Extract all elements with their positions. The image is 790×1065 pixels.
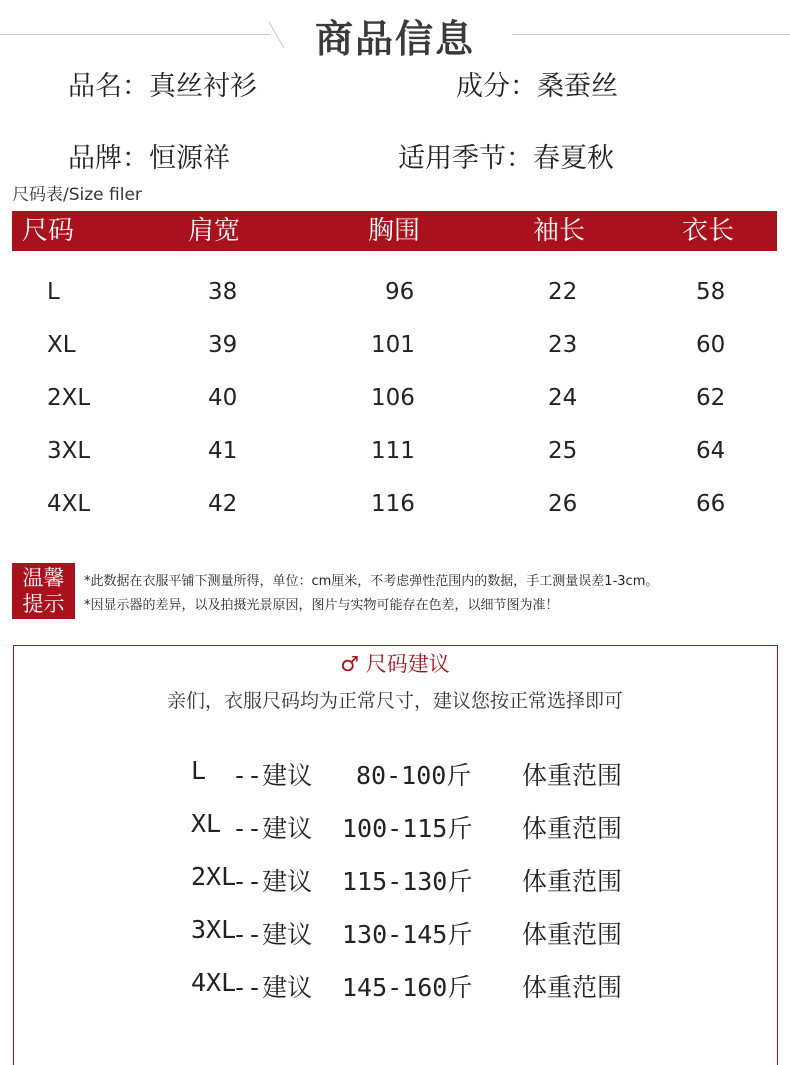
cell-sleeve: 23 — [548, 332, 578, 358]
tips-badge-line1: 温馨 — [22, 566, 65, 590]
rec-weight: 100-115斤 — [342, 814, 473, 843]
rec-weight: 115-130斤 — [342, 867, 473, 896]
product-brand — [68, 136, 230, 175]
table-row — [0, 332, 790, 372]
rec-size: L — [191, 756, 207, 785]
recommendation-title — [0, 648, 790, 678]
rec-note: 体重范围 — [522, 973, 623, 1002]
rec-weight: 80-100斤 — [356, 761, 472, 790]
rec-suggest: --建议 — [232, 973, 313, 1002]
rec-note: 体重范围 — [522, 867, 623, 896]
rec-size: 2XL — [191, 862, 237, 891]
rec-suggest: --建议 — [232, 814, 313, 843]
cell-chest: 101 — [371, 332, 415, 358]
recommendation-subtitle: 亲们，衣服尺码均为正常尺寸，建议您按正常选择即可 — [166, 690, 623, 712]
cell-sleeve: 22 — [548, 279, 578, 305]
cell-size: 2XL — [47, 385, 91, 411]
material-value: 桑蚕丝 — [537, 71, 618, 102]
header-shoulder: 肩宽 — [188, 216, 241, 246]
rec-suggest: --建议 — [232, 867, 313, 896]
brand-label: 品牌： — [68, 143, 149, 174]
rec-size: XL — [191, 809, 222, 838]
cell-shoulder: 42 — [208, 491, 238, 517]
recommendation-title-text: 尺码建议 — [365, 652, 450, 676]
tips-badge-line2: 提示 — [22, 592, 65, 616]
cell-length: 66 — [696, 491, 726, 517]
rec-note: 体重范围 — [522, 920, 623, 949]
male-symbol-icon: ♂ — [340, 652, 360, 676]
rec-weight: 145-160斤 — [342, 973, 473, 1002]
tips-badge — [12, 563, 75, 619]
cell-length: 60 — [696, 332, 726, 358]
rec-size: 3XL — [191, 915, 237, 944]
brand-value: 恒源祥 — [149, 143, 230, 174]
cell-sleeve: 26 — [548, 491, 578, 517]
table-row — [0, 279, 790, 319]
cell-length: 58 — [696, 279, 726, 305]
season-value: 春夏秋 — [533, 143, 614, 174]
product-name-value: 真丝衬衫 — [149, 71, 257, 102]
cell-shoulder: 41 — [208, 438, 238, 464]
cell-length: 64 — [696, 438, 726, 464]
header-size: 尺码 — [22, 216, 75, 246]
cell-shoulder: 40 — [208, 385, 238, 411]
cell-sleeve: 25 — [548, 438, 578, 464]
product-season — [398, 136, 614, 175]
season-label: 适用季节： — [398, 143, 533, 174]
product-name-label: 品名： — [68, 71, 149, 102]
cell-size: 4XL — [47, 491, 91, 517]
cell-chest: 111 — [371, 438, 415, 464]
cell-length: 62 — [696, 385, 726, 411]
tips-line-2: *因显示器的差异，以及拍摄光景原因，图片与实物可能存在色差，以细节图为准！ — [84, 598, 559, 613]
header-chest: 胸围 — [368, 216, 421, 246]
cell-size: L — [47, 279, 60, 305]
header-sleeve: 袖长 — [533, 216, 586, 246]
rec-note: 体重范围 — [522, 814, 623, 843]
cell-shoulder: 39 — [208, 332, 238, 358]
rec-size: 4XL — [191, 968, 237, 997]
rec-suggest: --建议 — [232, 761, 313, 790]
page-title: 商品信息 — [314, 17, 475, 61]
cell-shoulder: 38 — [208, 279, 238, 305]
rec-suggest: --建议 — [232, 920, 313, 949]
table-row — [0, 385, 790, 425]
header-length: 衣长 — [682, 216, 735, 246]
cell-sleeve: 24 — [548, 385, 578, 411]
table-row — [0, 438, 790, 478]
size-table-header — [12, 211, 777, 251]
rec-note: 体重范围 — [522, 761, 623, 790]
product-material — [456, 64, 618, 103]
cell-size: 3XL — [47, 438, 91, 464]
table-row — [0, 491, 790, 531]
product-name — [68, 64, 257, 103]
cell-chest: 96 — [385, 279, 415, 305]
cell-size: XL — [47, 332, 76, 358]
size-table-caption: 尺码表/Size filer — [12, 185, 142, 205]
cell-chest: 106 — [371, 385, 415, 411]
rec-weight: 130-145斤 — [342, 920, 473, 949]
cell-chest: 116 — [371, 491, 415, 517]
tips-line-1: *此数据在衣服平铺下测量所得，单位：cm厘米，不考虑弹性范围内的数据，手工测量误差1-3cm。 — [84, 574, 659, 589]
material-label: 成分： — [456, 71, 537, 102]
